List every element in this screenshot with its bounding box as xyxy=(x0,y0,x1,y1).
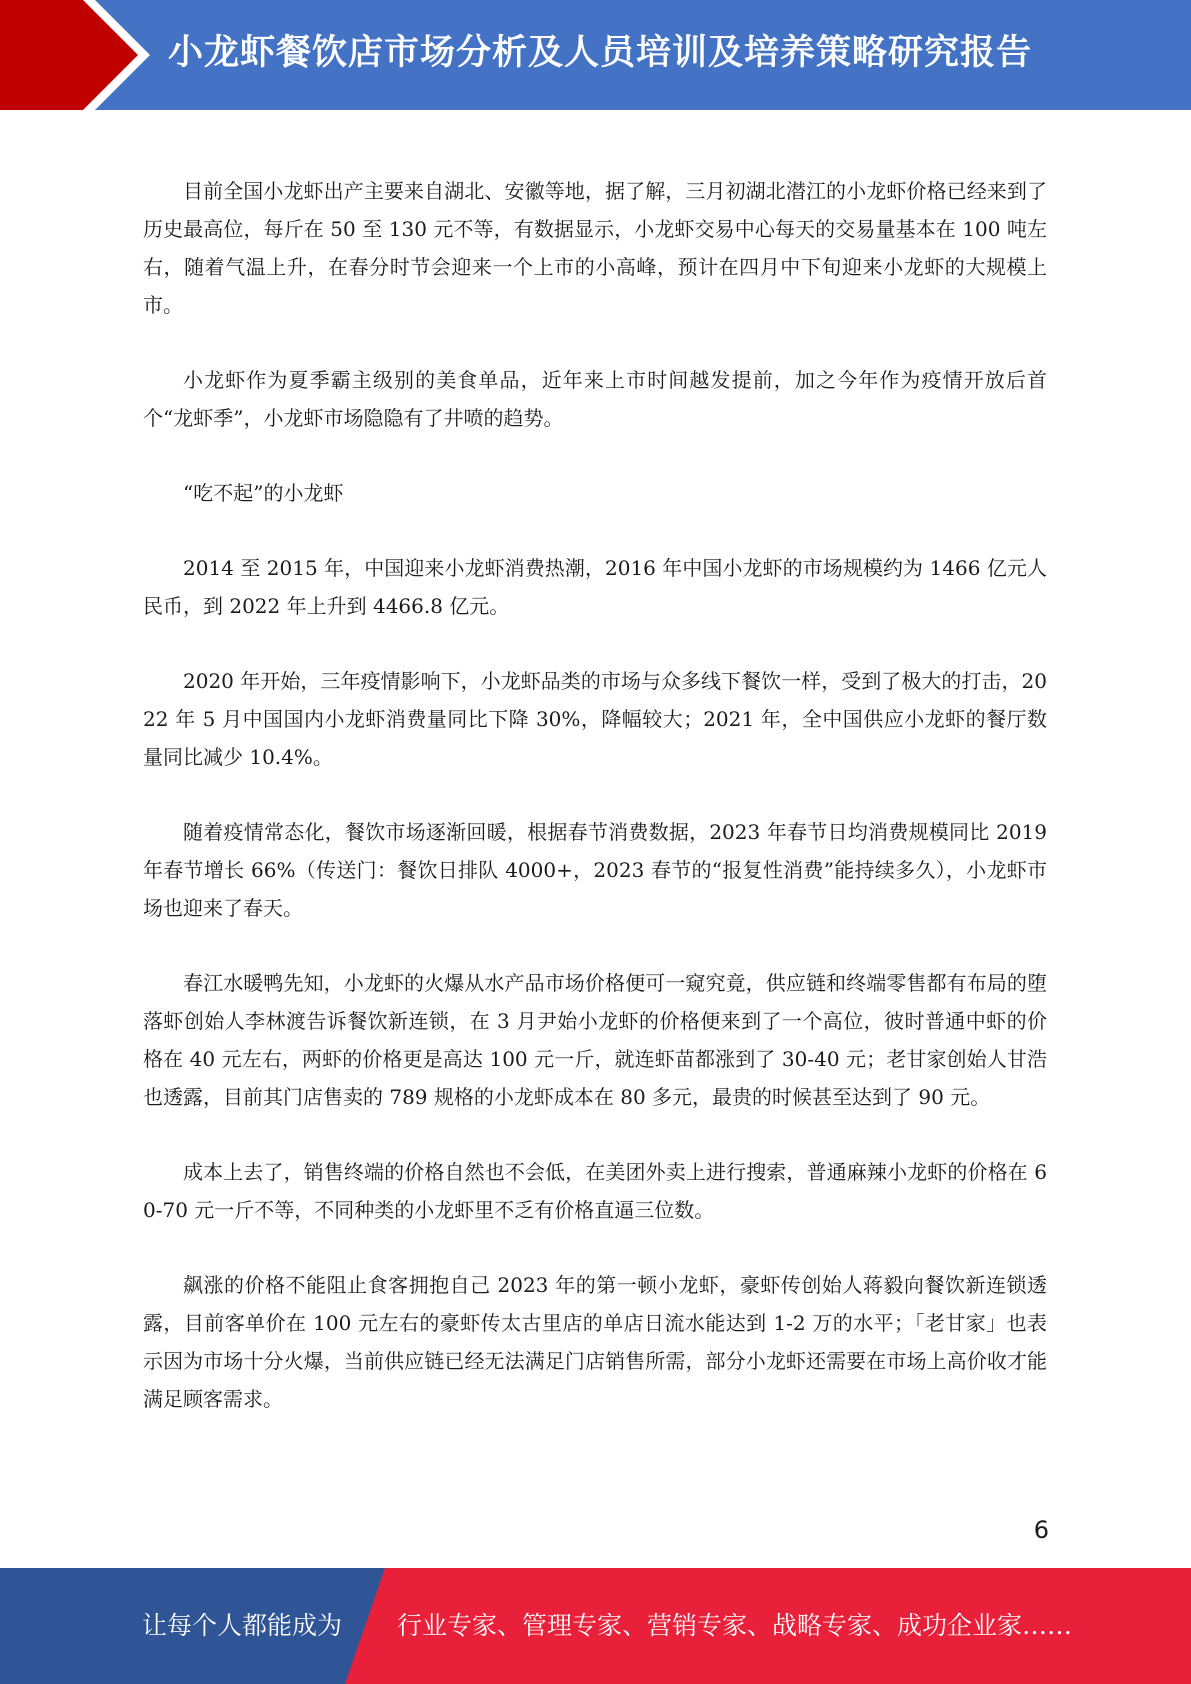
paragraph: 成本上去了，销售终端的价格自然也不会低，在美团外卖上进行搜索，普通麻辣小龙虾的价格在 60-70 元一斤不等，不同种类的小龙虾里不乏有价格直逼三位数。 xyxy=(143,1160,1047,1222)
paragraph: 2020 年开始，三年疫情影响下，小龙虾品类的市场与众多线下餐饮一样，受到了极大的打击，2022 年 5 月中国国内小龙虾消费量同比下降 30%，降幅较大；2021 年，全中国供应小龙虾的餐厅数量同比减少 10.4%。 xyxy=(143,669,1047,769)
report-body xyxy=(143,172,1047,1455)
page-number: 6 xyxy=(1033,1516,1049,1544)
paragraph: 春江水暖鸭先知，小龙虾的火爆从水产品市场价格便可一窥究竟，供应链和终端零售都有布局的堕落虾创始人李林渡告诉餐饮新连锁，在 3 月尹始小龙虾的价格便来到了一个高位，彼时普通中虾的价格在 40 元左右，两虾的价格更是高达 100 元一斤，就连虾苗都涨到了 30-40 元；老甘家创始人甘浩也透露，目前其门店售卖的 789 规格的小龙虾成本在 80 多元，最贵的时候甚至达到了 90 元。 xyxy=(143,971,1047,1109)
section-heading: “吃不起”的小龙虾 xyxy=(183,481,344,505)
paragraph: 飙涨的价格不能阻止食客拥抱自己 2023 年的第一顿小龙虾，豪虾传创始人蒋毅向餐饮新连锁透露，目前客单价在 100 元左右的豪虾传太古里店的单店日流水能达到 1-2 万的水平；「老甘家」也表示因为市场十分火爆，当前供应链已经无法满足门店销售所需，部分小龙虾还需要在市场上高价收才能满足顾客需求。 xyxy=(143,1273,1047,1411)
footer-slogan-right: 行业专家、管理专家、营销专家、战略专家、成功企业家…… xyxy=(397,1611,1073,1640)
paragraph: 小龙虾作为夏季霸主级别的美食单品，近年来上市时间越发提前，加之今年作为疫情开放后首个“龙虾季”，小龙虾市场隐隐有了井喷的趋势。 xyxy=(143,368,1047,430)
paragraph: 目前全国小龙虾出产主要来自湖北、安徽等地，据了解，三月初湖北潜江的小龙虾价格已经来到了历史最高位，每斤在 50 至 130 元不等，有数据显示，小龙虾交易中心每天的交易量基本在 100 吨左右，随着气温上升，在春分时节会迎来一个上市的小高峰，预计在四月中下旬迎来小龙虾的大规模上市。 xyxy=(143,179,1047,317)
footer-slogan-left: 让每个人都能成为 xyxy=(142,1611,343,1640)
page-footer xyxy=(0,1568,1191,1684)
paragraph: 2014 至 2015 年，中国迎来小龙虾消费热潮，2016 年中国小龙虾的市场规模约为 1466 亿元人民币，到 2022 年上升到 4466.8 亿元。 xyxy=(143,556,1047,618)
page-header xyxy=(0,0,1191,110)
paragraph: 随着疫情常态化，餐饮市场逐渐回暖，根据春节消费数据，2023 年春节日均消费规模同比 2019 年春节增长 66%（传送门：餐饮日排队 4000+，2023 春节的“报复性消费”能持续多久），小龙虾市场也迎来了春天。 xyxy=(143,820,1047,920)
document-title: 小龙虾餐饮店市场分析及人员培训及培养策略研究报告 xyxy=(168,33,1033,73)
